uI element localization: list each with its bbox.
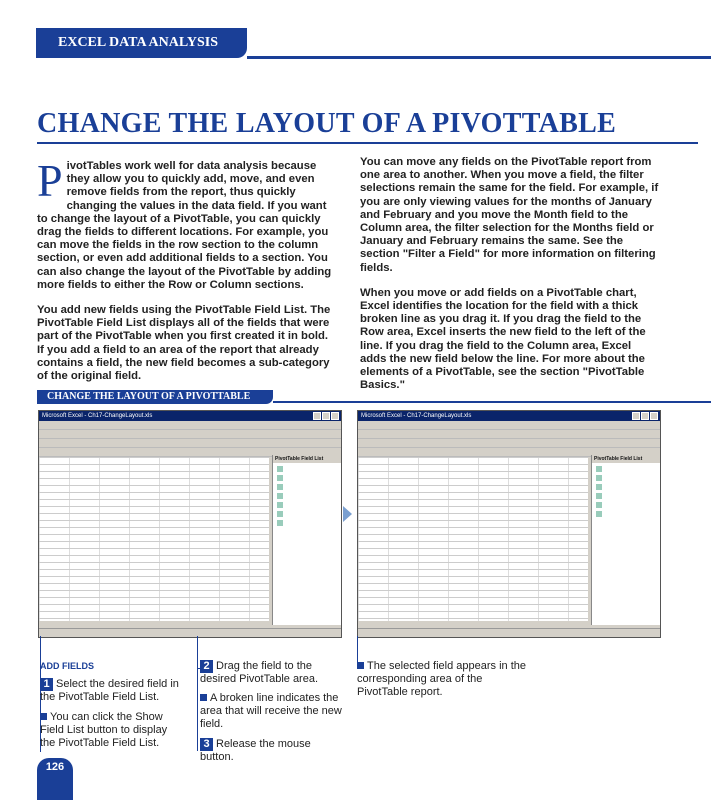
status-bar	[39, 628, 341, 637]
minimize-icon	[632, 412, 640, 420]
chapter-header: EXCEL DATA ANALYSIS	[36, 28, 247, 58]
status-bar	[358, 628, 660, 637]
page-title: CHANGE THE LAYOUT OF A PIVOTTABLE	[37, 108, 617, 139]
maximize-icon	[641, 412, 649, 420]
header-rule	[247, 56, 711, 59]
window-titlebar: Microsoft Excel - Ch17-ChangeLayout.xls	[358, 411, 660, 421]
step-badge: 3	[200, 738, 213, 751]
bullet-icon	[200, 694, 207, 701]
callout-line-middle	[197, 636, 198, 751]
selected-field-callout: The selected field appears in the corresponding area of the PivotTable report.	[357, 660, 526, 698]
step-badge: 2	[200, 660, 213, 673]
minimize-icon	[313, 412, 321, 420]
add-fields-label: ADD FIELDS	[40, 661, 94, 671]
right-column	[360, 156, 660, 404]
step-2-callout: 2 Drag the field to the desired PivotTable area.	[200, 660, 319, 685]
field-list-panel: PivotTable Field List	[591, 455, 660, 625]
broken-line-callout: A broken line indicates the area that will receive the new field.	[200, 692, 342, 730]
left-paragraph-1: ivotTables work well for data analysis because they allow you to quickly add, move, and even remove fields from the report, thus quickly changing the values in the data field. If you want to change the layout of a PivotTable, you can quickly drag the fields to different locations. For example, you can move the fields in the row section to the column section, or even add additional fields to a section. You can also change the layout of the PivotTable by adding more fields to either the Row or Column sections.	[37, 160, 332, 291]
section-rule	[273, 401, 711, 403]
field-list-panel: PivotTable Field List	[272, 455, 341, 625]
right-paragraph-2: When you move or add fields on a PivotTable chart, Excel identifies the location for the field with a thick broken line as you drag it. If you drag the field to the Row area, Excel inserts the new field to the left of the line. If you drag the field to the Column area, Excel adds the new field below the line. For more about the elements of a PivotTable, see the section "PivotTable Basics."	[360, 286, 646, 392]
window-titlebar: Microsoft Excel - Ch17-ChangeLayout.xls	[39, 411, 341, 421]
section-tab: CHANGE THE LAYOUT OF A PIVOTTABLE	[37, 390, 273, 404]
arrow-right-icon	[343, 506, 352, 522]
page-number: 126	[37, 758, 73, 800]
right-paragraph-1: You can move any fields on the PivotTable report from one area to another. When you move a field, the filter selections remain the same for the field. For example, if you are only viewing values for the months of January and February and you move the Month field to the Column area, the filter selection for the Months field or January and February remains the same. See the section "Filter a Field" for more information on filtering fields.	[360, 156, 659, 274]
spreadsheet-grid	[39, 457, 269, 621]
left-column	[37, 155, 337, 395]
menu-bar	[39, 421, 341, 430]
close-icon	[650, 412, 658, 420]
step-badge: 1	[40, 678, 53, 691]
screenshot-after	[357, 410, 661, 638]
screenshot-before	[38, 410, 342, 638]
pivot-toolbar	[358, 439, 660, 448]
show-field-list-callout: You can click the Show Field List button to display the PivotTable Field List.	[40, 711, 168, 749]
standard-toolbar	[358, 430, 660, 439]
standard-toolbar	[39, 430, 341, 439]
maximize-icon	[322, 412, 330, 420]
menu-bar	[358, 421, 660, 430]
title-rule	[37, 142, 698, 144]
bullet-icon	[40, 713, 47, 720]
step-3-callout: 3 Release the mouse button.	[200, 738, 311, 763]
bullet-icon	[357, 662, 364, 669]
drop-cap: P	[37, 155, 63, 206]
spreadsheet-grid	[358, 457, 588, 621]
step-1-callout: 1 Select the desired field in the PivotTable Field List.	[40, 678, 179, 703]
close-icon	[331, 412, 339, 420]
pivot-toolbar	[39, 439, 341, 448]
left-paragraph-2: You add new fields using the PivotTable Field List. The PivotTable Field List displays all of the fields that were part of the PivotTable when you first created it in bold. If you add a field to an area of the report that already contains a field, the new field becomes a sub-category of the original field.	[37, 304, 331, 383]
